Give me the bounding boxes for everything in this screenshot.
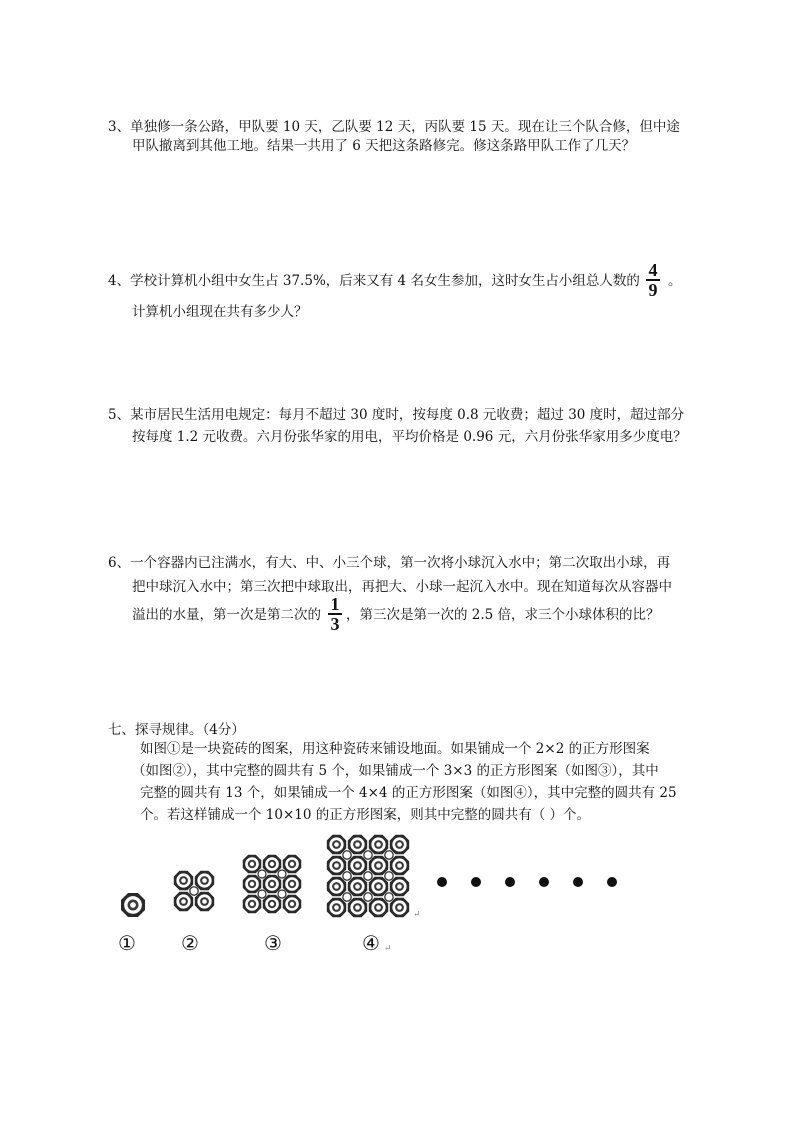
paragraph-mark-icon: ↵ <box>384 944 392 954</box>
section-7-line-4: 个。若这样铺成一个 10×10 的正方形图案，则其中完整的圆共有（ ）个。 <box>140 807 591 823</box>
ellipsis-dot <box>573 877 583 887</box>
fraction-4-9 <box>646 262 660 298</box>
tile-figure-2 <box>173 870 215 912</box>
problem-4-line-1-end: 。 <box>668 273 682 289</box>
corner-circle <box>343 872 351 880</box>
figure-label-3: ③ <box>264 931 282 955</box>
fraction-numerator: 1 <box>330 594 340 614</box>
tile-center <box>181 899 186 904</box>
tile-center <box>270 882 274 886</box>
tile-center <box>397 863 402 868</box>
tile-center <box>334 842 339 847</box>
figure-label-2: ② <box>181 931 199 955</box>
ellipsis-dot <box>437 877 447 887</box>
ellipsis-dot <box>471 877 481 887</box>
figure-label-1: ① <box>118 931 136 955</box>
fraction-1-3 <box>328 596 342 632</box>
ellipsis-dot <box>505 877 515 887</box>
tile-center <box>334 905 339 910</box>
corner-circle <box>364 851 372 859</box>
section-7-heading: 七、探寻规律。（4分） <box>108 722 245 738</box>
paragraph-mark-icon: ↵ <box>413 910 421 920</box>
corner-circle <box>190 887 198 895</box>
problem-5-line-1: 5、某市居民生活用电规定：每月不超过 30 度时，按每度 0.8 元收费；超过 30 度时，超过部分 <box>108 407 685 423</box>
tile-center <box>397 905 402 910</box>
section-7-line-2: （如图②），其中完整的圆共有 5 个，如果铺成一个 3×3 的正方形图案（如图③），其中 <box>132 763 659 779</box>
problem-3-line-1: 3、单独修一条公路，甲队要 10 天，乙队要 12 天，丙队要 15 天。现在让三个队合修，但中途 <box>108 119 680 135</box>
tile-center <box>355 884 360 889</box>
tile-center <box>355 905 360 910</box>
corner-circle <box>364 893 372 901</box>
tile-center <box>250 862 254 866</box>
problem-4-line-1: 4、学校计算机小组中女生占 37.5%，后来又有 4 名女生参加，这时女生占小组总人数的 <box>108 273 640 289</box>
tile-center <box>334 863 339 868</box>
corner-circle <box>343 893 351 901</box>
section-7-line-3: 完整的圆共有 13 个，如果铺成一个 4×4 的正方形图案（如图④），其中完整的圆共有 25 <box>140 785 677 801</box>
tile-center <box>290 882 294 886</box>
tile-figure-4 <box>326 834 410 918</box>
corner-circle <box>258 870 266 878</box>
tile-center <box>270 902 274 906</box>
tile-center <box>202 899 207 904</box>
tile-center <box>355 863 360 868</box>
tile-figure-1 <box>120 892 146 918</box>
corner-circle <box>278 890 286 898</box>
problem-6-line-3b: ，第三次是第一次的 2.5 倍，求三个小球体积的比？ <box>346 607 660 623</box>
tile-center <box>250 902 254 906</box>
tile-center <box>376 842 381 847</box>
tile-figure-3 <box>242 854 302 914</box>
corner-circle <box>258 890 266 898</box>
corner-circle <box>385 893 393 901</box>
problem-5-line-2: 按每度 1.2 元收费。六月份张华家的用电，平均价格是 0.96 元，六月份张华家用多少度电？ <box>132 429 687 445</box>
tile-center <box>270 862 274 866</box>
corner-circle <box>364 872 372 880</box>
fraction-numerator: 4 <box>648 260 658 280</box>
corner-circle <box>343 851 351 859</box>
figure-label-4: ④ <box>362 931 380 955</box>
tile-center <box>376 884 381 889</box>
fraction-denominator: 9 <box>648 279 658 300</box>
ellipsis-dot <box>607 877 617 887</box>
tile-center <box>290 902 294 906</box>
tile-center <box>334 884 339 889</box>
corner-circle <box>278 870 286 878</box>
fraction-denominator: 3 <box>330 613 340 634</box>
corner-circle <box>385 872 393 880</box>
tile-center <box>397 884 402 889</box>
problem-6-line-2: 把中球沉入水中；第三次把中球取出，再把大、小球一起沉入水中。现在知道每次从容器中 <box>132 579 672 595</box>
problem-6-line-3a: 溢出的水量，第一次是第二次的 <box>132 607 321 623</box>
tile-center <box>202 878 207 883</box>
problem-6-line-1: 6、一个容器内已注满水，有大、中、小三个球，第一次将小球沉入水中；第二次取出小球，再 <box>108 555 671 571</box>
tile-center <box>290 862 294 866</box>
problem-3-line-2: 甲队撤离到其他工地。结果一共用了 6 天把这条路修完。修这条路甲队工作了几天？ <box>132 138 636 154</box>
section-7-line-1: 如图①是一块瓷砖的图案，用这种瓷砖来铺设地面。如果铺成一个 2×2 的正方形图案 <box>140 741 650 757</box>
tile-center <box>130 902 136 908</box>
ellipsis-dot <box>539 877 549 887</box>
tile-center <box>355 842 360 847</box>
tile-center <box>376 863 381 868</box>
tile-center <box>181 878 186 883</box>
tile-center <box>250 882 254 886</box>
tile-center <box>397 842 402 847</box>
corner-circle <box>385 851 393 859</box>
problem-4-line-2: 计算机小组现在共有多少人？ <box>132 304 308 320</box>
tile-center <box>376 905 381 910</box>
